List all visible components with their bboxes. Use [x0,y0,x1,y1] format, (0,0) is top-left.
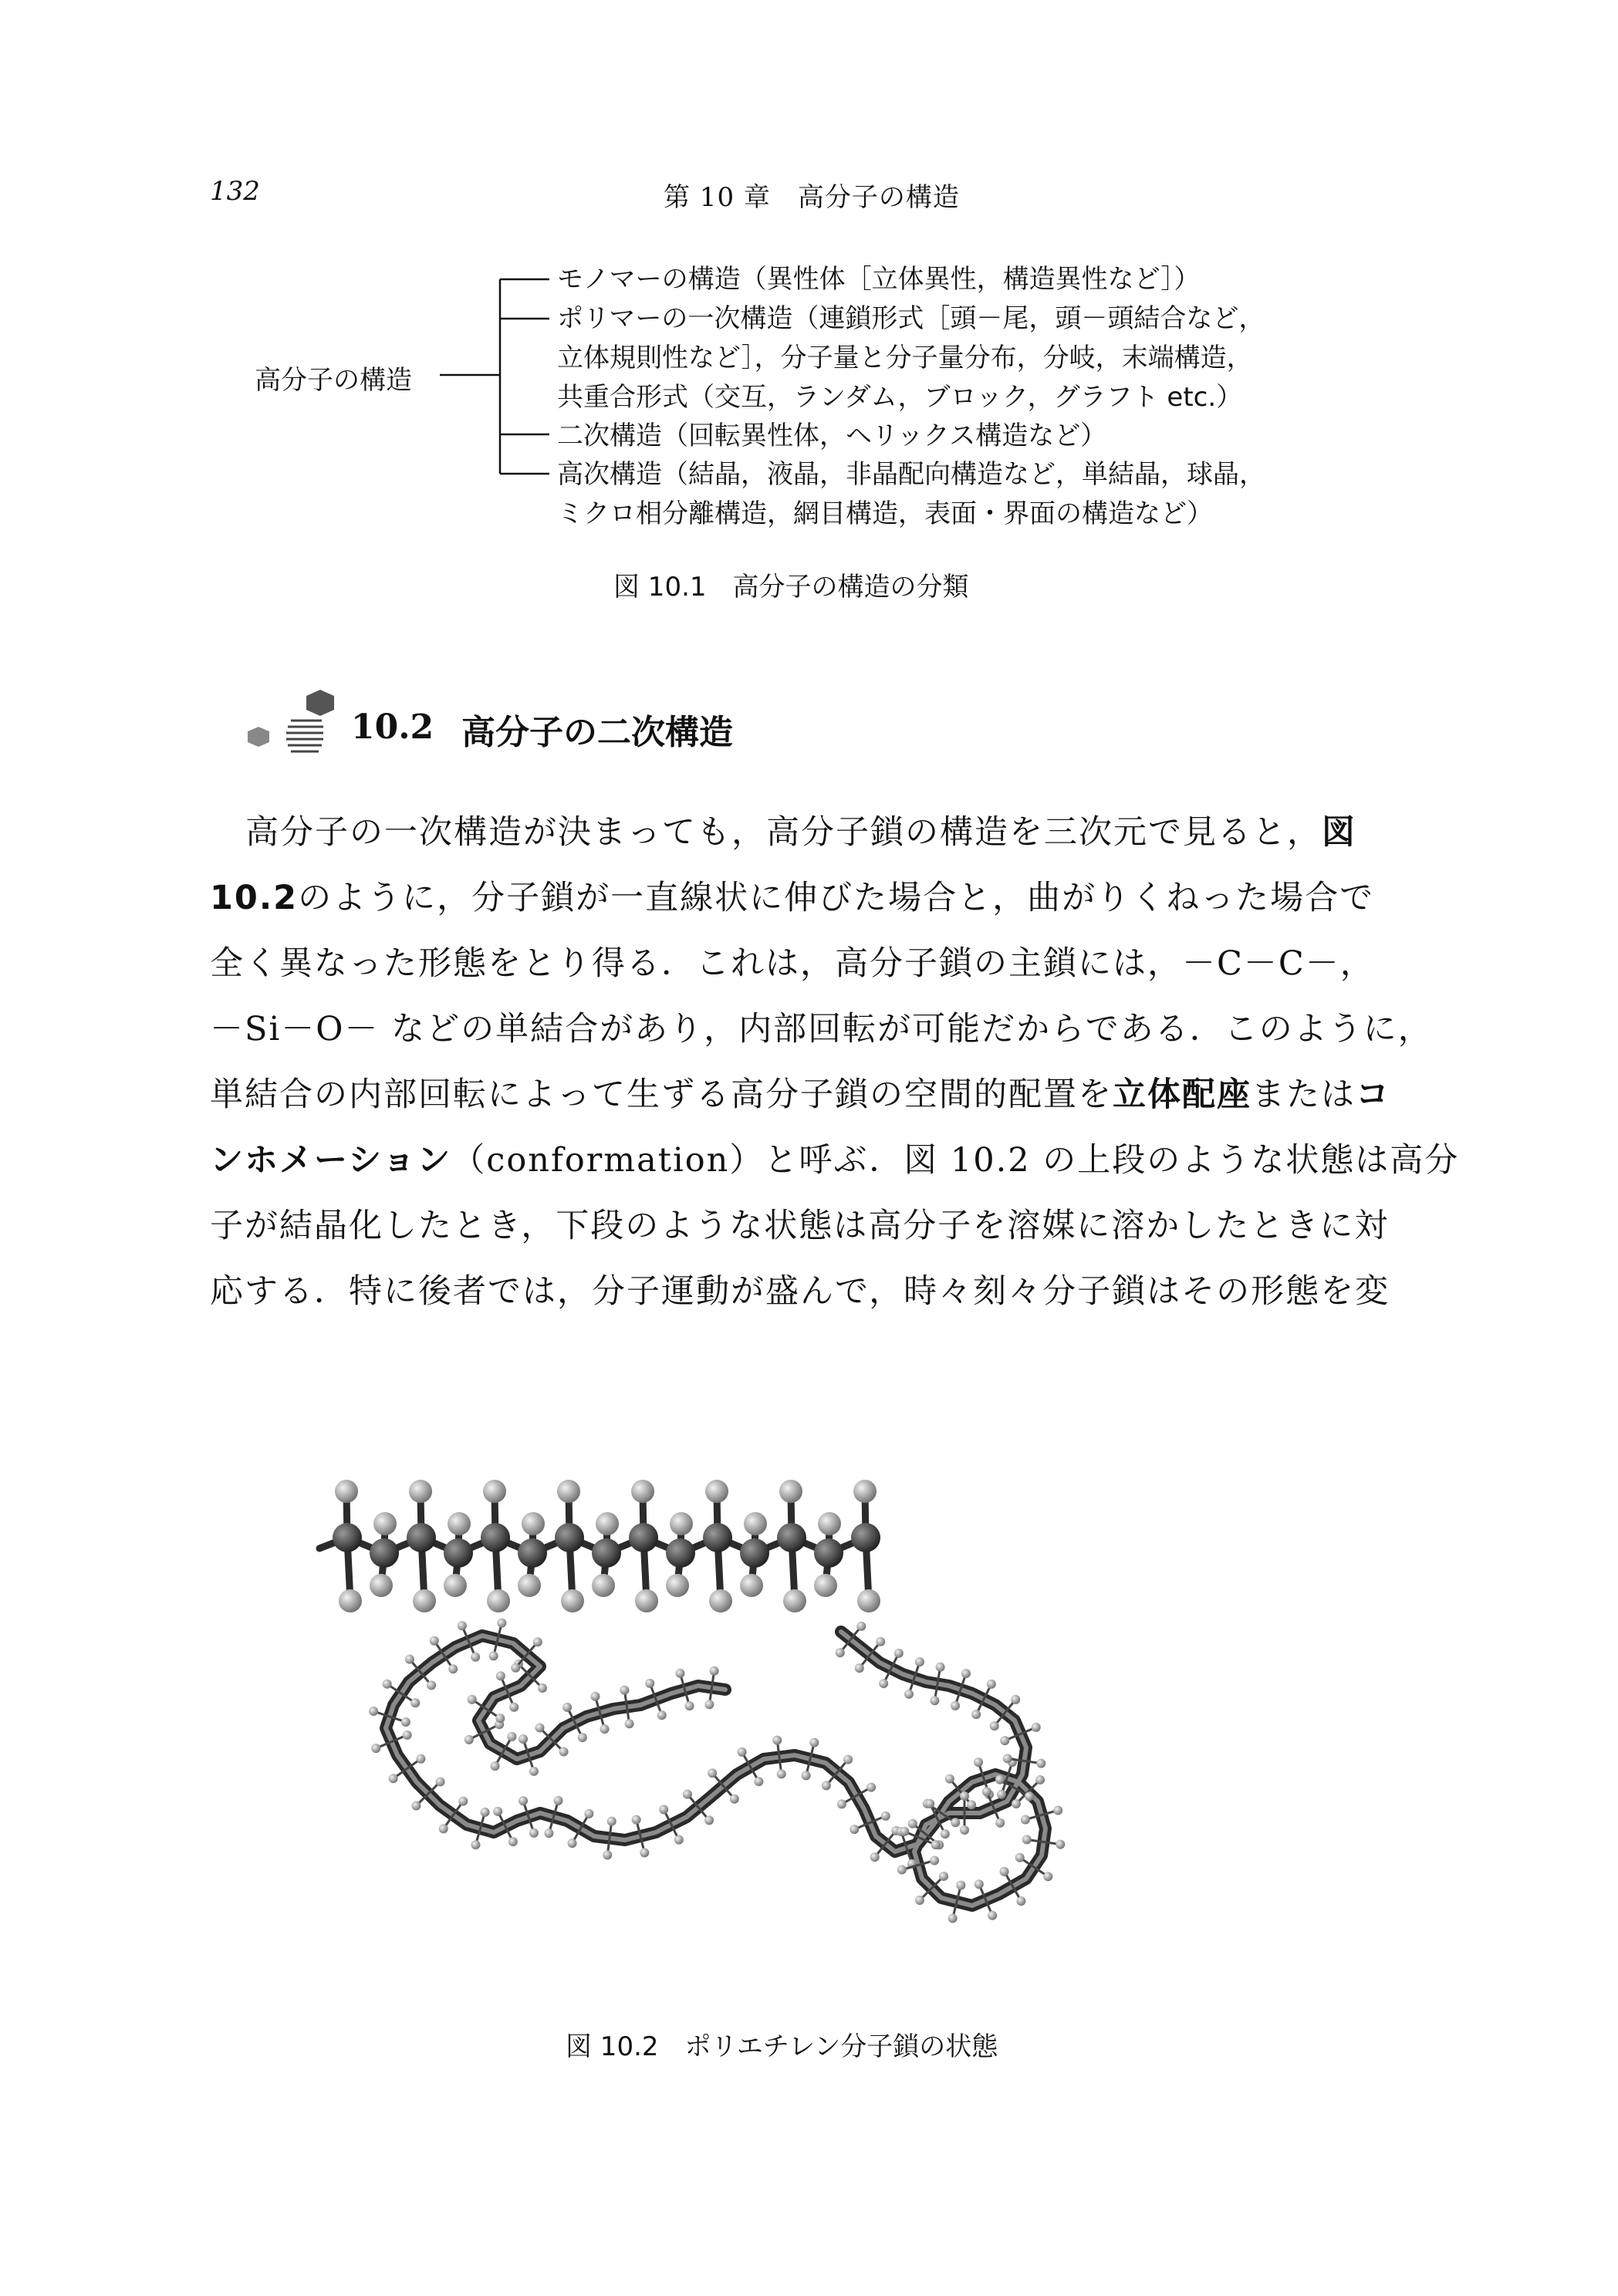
coil-hydrogen-atom [511,1663,520,1673]
coil-hydrogen-atom [948,1913,958,1923]
hydrogen-atom [853,1480,877,1503]
coil-hydrogen-atom [559,1747,569,1757]
coil-hydrogen-atom [897,1866,907,1875]
coil-hydrogen-atom [369,1707,378,1716]
coil-hydrogen-atom [809,1738,819,1747]
coil-hydrogen-atom [405,1655,414,1664]
hydrogen-atom [370,1574,393,1597]
coil-hydrogen-atom [974,1757,983,1767]
coil-hydrogen-atom [945,1774,954,1784]
body-line-3: 全く異なった形態をとり得る．これは，高分子鎖の主鎖には，－C－C－， [210,944,1375,983]
coil-hydrogen-atom [389,1774,398,1783]
coil-hydrogen-atom [1000,1736,1009,1745]
carbon-atom [740,1538,769,1568]
tree-item-higher-order: 高次構造（結晶，液晶，非晶配向構造など，単結晶，球晶， [557,459,1265,490]
coil-hydrogen-atom [866,1783,876,1792]
coil-hydrogen-atom [439,1824,448,1833]
coil-hydrogen-atom [403,1730,412,1740]
coil-hydrogen-atom [708,1768,717,1778]
hydrogen-atom [518,1574,541,1597]
section-title: 高分子の二次構造 [461,713,733,752]
coil-hydrogen-atom [411,1801,421,1811]
coil-hydrogen-atom [777,1769,786,1778]
tree-item-primary-cont-1: 立体規則性など］，分子量と分子量分布，分岐，末端構造， [557,343,1253,373]
coil-hydrogen-atom [603,1850,612,1859]
section-hexagon-icon [243,687,336,764]
coil-hydrogen-atom [876,1637,885,1646]
coil-hydrogen-atom [961,1669,971,1678]
coil-hydrogen-atom [951,1701,960,1710]
coil-hydrogen-atom [915,1657,924,1666]
coil-hydrogen-atom [600,1724,610,1734]
coil-hydrogen-atom [1056,1840,1065,1849]
coil-hydrogen-atom [967,1800,976,1809]
coil-hydrogen-atom [995,1818,1005,1828]
coil-hydrogen-atom [956,1881,965,1890]
coil-hydrogen-atom [738,1747,747,1757]
coil-hydrogen-atom [987,1680,996,1689]
hydrogen-atom [818,1512,841,1535]
carbon-atom [518,1538,547,1568]
coil-hydrogen-atom [930,1696,939,1705]
coil-hydrogen-atom [401,1717,410,1727]
carbon-atom [481,1523,510,1552]
coil-hydrogen-atom [754,1777,763,1786]
hydrogen-atom [522,1512,545,1535]
carbon-atom [370,1538,399,1568]
coil-hydrogen-atom [562,1703,572,1712]
hydrogen-atom [740,1574,763,1597]
coil-hydrogen-atom [879,1679,888,1688]
coil-hydrogen-atom [620,1686,629,1695]
coil-hydrogen-atom [931,1840,941,1849]
coil-hydrogen-atom [904,1690,914,1699]
coil-hydrogen-atom [850,1825,859,1834]
coil-hydrogen-atom [471,1840,480,1849]
hydrogen-atom [670,1512,693,1535]
body-line-1: 高分子の一次構造が決まっても，高分子鎖の構造を三次元で見ると，図 [245,813,1356,852]
hydrogen-atom [444,1574,467,1597]
coil-hydrogen-atom [704,1700,714,1709]
coil-hydrogen-atom [951,1818,960,1827]
coil-hydrogen-atom [481,1808,490,1817]
coil-hydrogen-atom [837,1799,846,1808]
hydrogen-atom [448,1512,471,1535]
coil-hydrogen-atom [448,1664,458,1673]
coil-hydrogen-atom [941,1829,950,1838]
body-line-8: 応する．特に後者では，分子運動が盛んで，時々刻々分子鎖はその形態を変 [210,1272,1390,1311]
extended-chain-model [319,1480,880,1612]
coil-hydrogen-atom [1021,1815,1030,1825]
coil-hydrogen-atom [538,1683,547,1693]
figure-10-2-caption: 図 10.2 ポリエチレン分子鎖の状態 [566,2031,998,2062]
coil-hydrogen-atom [509,1703,519,1712]
tree-item-monomer: モノマーの構造（異性体［立体異性，構造異性など］） [557,264,1201,295]
coil-hydrogen-atom [625,1719,634,1728]
coil-hydrogen-atom [471,1653,480,1662]
tree-item-higher-order-cont: ミクロ相分離構造，網目構造，表面・界面の構造など） [557,498,1213,529]
carbon-atom [777,1523,806,1552]
hydrogen-atom [561,1589,584,1612]
coil-hydrogen-atom [1036,1759,1045,1768]
coil-hydrogen-atom [730,1795,739,1804]
coil-hydrogen-atom [657,1710,667,1720]
coil-hydrogen-atom [1012,1799,1021,1808]
coil-hydrogen-atom [802,1771,811,1780]
coil-hydrogen-atom [975,1879,984,1889]
running-head: 第 10 章 高分子の構造 [664,182,960,213]
coil-hydrogen-atom [843,1755,853,1764]
carbon-atom [592,1538,621,1568]
coil-hydrogen-atom [496,1671,505,1680]
coil-hydrogen-atom [554,1796,563,1805]
hydrogen-atom [631,1480,654,1503]
coil-hydrogen-atom [607,1817,616,1826]
coil-hydrogen-atom [489,1651,498,1660]
coil-hydrogen-atom [632,1815,641,1825]
hydrogen-atom [557,1480,580,1503]
coil-hydrogen-atom [535,1723,544,1732]
coil-hydrogen-atom [900,1827,909,1836]
coil-hydrogen-atom [529,1828,539,1838]
carbon-atom [851,1523,880,1552]
coil-hydrogen-atom [894,1649,904,1658]
coil-hydrogen-atom [491,1761,500,1771]
coil-hydrogen-atom [710,1666,719,1676]
coil-hydrogen-atom [960,1791,969,1801]
coil-hydrogen-atom [855,1663,864,1673]
coil-hydrogen-atom [371,1744,380,1753]
coil-hydrogen-atom [468,1695,477,1704]
coil-hydrogen-atom [533,1637,542,1646]
tree-item-secondary-structure: 二次構造（回転異性体，ヘリックス構造など） [557,420,1107,451]
coil-hydrogen-atom [383,1680,392,1689]
hydrogen-atom [744,1512,767,1535]
hydrogen-atom [666,1574,689,1597]
coil-hydrogen-atom [988,1911,997,1920]
carbon-atom [555,1523,584,1552]
coil-hydrogen-atom [997,1790,1006,1799]
body-line-7: 子が結晶化したとき，下段のような状態は高分子を溶媒に溶かしたときに対 [210,1207,1390,1245]
coil-hydrogen-atom [1053,1805,1062,1815]
hydrogen-atom [857,1589,880,1612]
hydrogen-atom [483,1480,506,1503]
carbon-atom [666,1538,695,1568]
hydrogen-atom [373,1512,397,1535]
hydrogen-atom [335,1480,358,1503]
coiled-chain-model [369,1619,1065,1923]
hydrogen-atom [783,1589,806,1612]
coil-hydrogen-atom [936,1663,945,1672]
coil-hydrogen-atom [1043,1872,1052,1881]
coil-hydrogen-atom [1003,1754,1012,1763]
coil-hydrogen-atom [960,1825,969,1835]
coil-hydrogen-atom [939,1872,948,1881]
coil-hydrogen-atom [497,1619,506,1628]
coil-hydrogen-atom [1025,1791,1034,1801]
coil-hydrogen-atom [822,1781,831,1790]
coil-hydrogen-atom [519,1796,528,1805]
coil-hydrogen-atom [995,1775,1005,1784]
coil-hydrogen-atom [836,1648,845,1657]
coil-hydrogen-atom [529,1767,539,1776]
hydrogen-atom [339,1589,362,1612]
coil-hydrogen-atom [685,1701,694,1710]
coil-hydrogen-atom [493,1807,502,1816]
coil-hydrogen-atom [674,1835,684,1845]
coil-hydrogen-atom [519,1734,528,1744]
coil-hydrogen-atom [990,1721,999,1730]
coil-hydrogen-atom [645,1679,654,1688]
coil-hydrogen-atom [584,1809,593,1818]
coil-hydrogen-atom [436,1777,445,1786]
section-number: 10.2 [351,707,434,747]
coil-hydrogen-atom [1015,1853,1025,1862]
body-line-6: ンホメーション（conformation）と呼ぶ．図 10.2 の上段のような状態は高分 [210,1141,1460,1180]
coil-hydrogen-atom [416,1754,425,1764]
hydrogen-atom [705,1480,728,1503]
carbon-atom [333,1523,362,1552]
coil-hydrogen-atom [925,1799,934,1808]
hydrogen-atom [596,1512,619,1535]
coil-hydrogen-atom [508,1837,518,1846]
hydrogen-atom [413,1589,436,1612]
coil-hydrogen-atom [495,1714,505,1723]
carbon-atom [814,1538,843,1568]
body-line-2: 10.2のように，分子鎖が一直線状に伸びた場合と，曲がりくねった場合で [210,879,1375,917]
coil-hydrogen-atom [659,1805,668,1814]
body-line-5: 単結合の内部回転によって生ずる高分子鎖の空間的配置を立体配座またはコ [210,1075,1390,1114]
body-line-4: －Si－O－ などの単結合があり，内部回転が可能だからである．このように， [210,1010,1433,1048]
coil-hydrogen-atom [675,1669,684,1678]
coil-hydrogen-atom [1016,1896,1025,1906]
coil-hydrogen-atom [640,1848,649,1857]
polyethylene-chain-figure [309,1450,1312,1990]
coil-hydrogen-atom [507,1732,516,1741]
coil-hydrogen-atom [881,1811,890,1821]
coil-hydrogen-atom [930,1855,939,1865]
carbon-atom [703,1523,732,1552]
coil-hydrogen-atom [578,1733,587,1742]
coil-hydrogen-atom [410,1698,420,1707]
coil-hydrogen-atom [458,1621,467,1630]
tree-root-label: 高分子の構造 [255,365,412,396]
carbon-atom [444,1538,473,1568]
coil-hydrogen-atom [870,1852,880,1862]
page-number: 132 [210,176,260,207]
coil-hydrogen-atom [915,1896,924,1905]
hydrogen-atom [635,1589,658,1612]
coil-hydrogen-atom [430,1636,439,1646]
hydrogen-atom [592,1574,615,1597]
coil-hydrogen-atom [1032,1723,1041,1732]
coil-hydrogen-atom [568,1838,577,1848]
coil-hydrogen-atom [683,1790,692,1799]
hydrogen-atom [409,1480,432,1503]
carbon-atom [407,1523,436,1552]
tree-item-primary-cont-2: 共重合形式（交互，ランダム，ブロック，グラフト etc.） [557,382,1243,413]
coil-hydrogen-atom [590,1692,600,1701]
coil-hydrogen-atom [464,1735,474,1744]
coil-hydrogen-atom [1000,1867,1009,1876]
coil-hydrogen-atom [971,1710,981,1719]
coil-hydrogen-atom [427,1680,436,1690]
coil-hydrogen-atom [856,1622,866,1631]
coil-hydrogen-atom [982,1787,991,1796]
hydrogen-atom [709,1589,732,1612]
coil-hydrogen-atom [908,1819,917,1828]
hydrogen-atom [814,1574,837,1597]
hydrogen-atom [487,1589,510,1612]
hydrogen-atom [779,1480,802,1503]
coil-hydrogen-atom [1022,1835,1032,1844]
coil-hydrogen-atom [772,1736,782,1745]
figure-10-1-caption: 図 10.1 高分子の構造の分類 [613,572,969,603]
tree-item-primary-structure: ポリマーの一次構造（連鎖形式［頭－尾，頭－頭結合など， [557,303,1265,334]
coil-hydrogen-atom [1011,1695,1020,1704]
carbon-atom [629,1523,658,1552]
coil-hydrogen-atom [1035,1775,1045,1784]
coil-hydrogen-atom [544,1828,553,1838]
coil-hydrogen-atom [704,1815,714,1825]
coil-hydrogen-atom [458,1797,468,1806]
